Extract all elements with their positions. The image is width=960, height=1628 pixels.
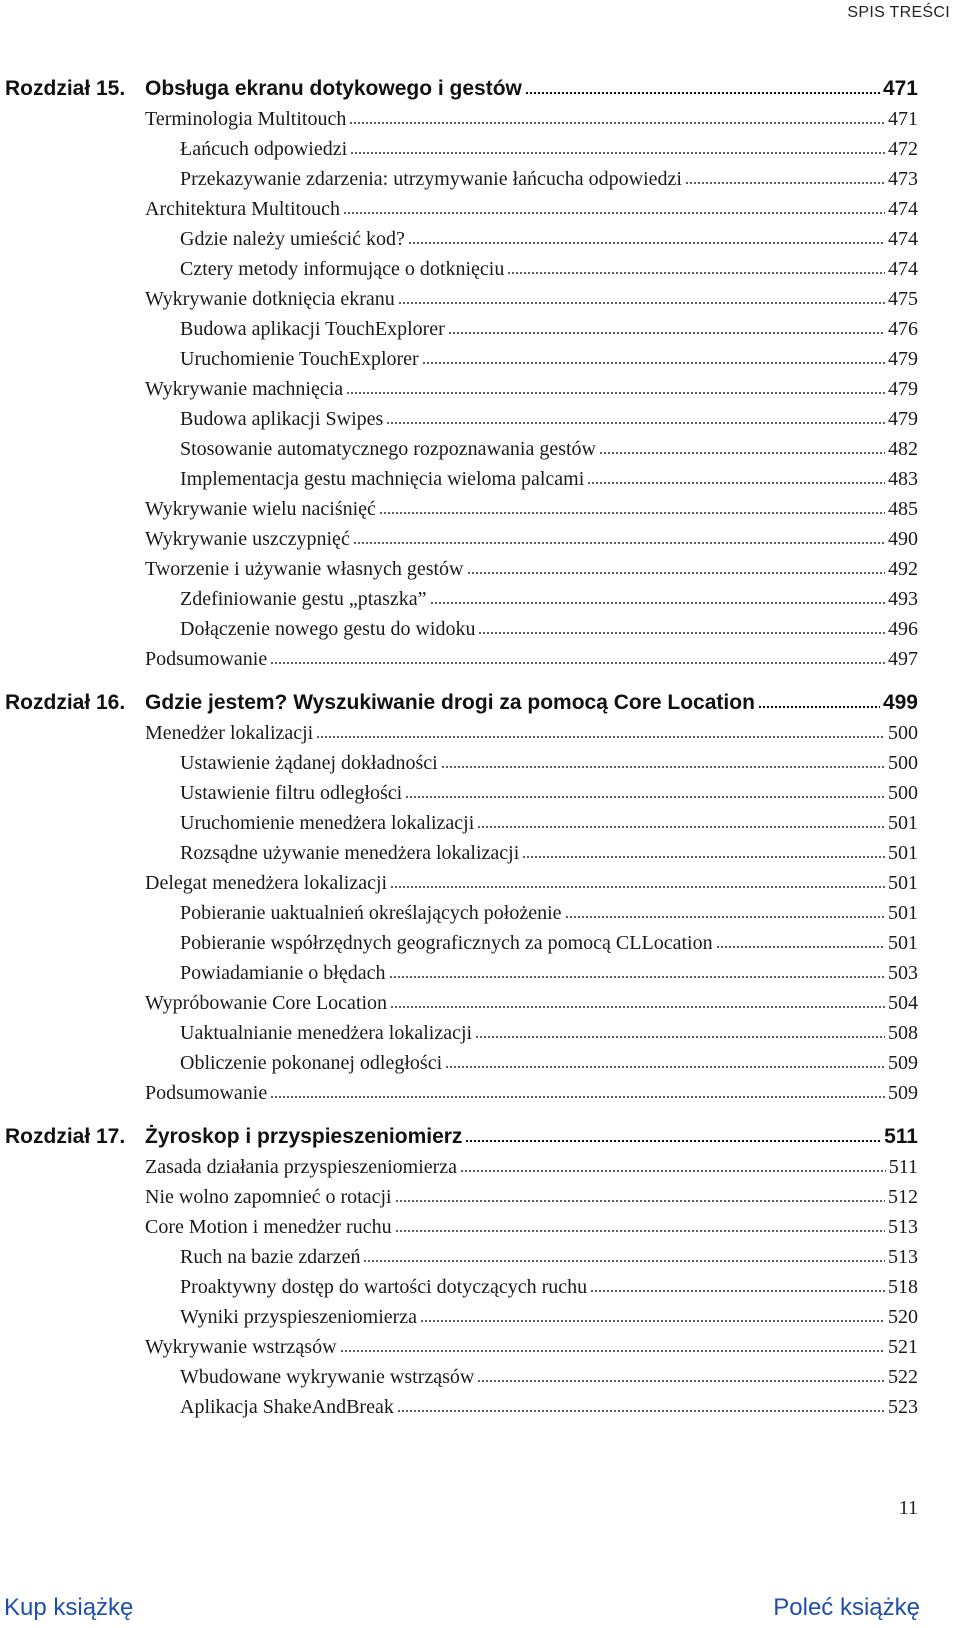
dot-leader xyxy=(379,510,885,516)
dot-leader xyxy=(460,1168,886,1174)
entry-title: Menedżer lokalizacji xyxy=(145,721,316,745)
entry-page: 474 xyxy=(888,228,918,250)
dot-leader xyxy=(390,884,885,890)
chapter-title: Gdzie jestem? Wyszukiwanie drogi za pomocą Core Location xyxy=(145,691,758,715)
dot-leader xyxy=(316,734,885,740)
entry-page: 512 xyxy=(888,1186,918,1208)
entry-title: Powiadamianie o błędach xyxy=(180,961,389,985)
entry-title: Zasada działania przyspieszeniomierza xyxy=(145,1155,460,1179)
chapter-label: Rozdział 15. xyxy=(5,77,126,100)
toc-subsection-entry[interactable] xyxy=(0,898,960,928)
dot-leader xyxy=(685,180,885,186)
dot-leader xyxy=(522,854,885,860)
chapter-page: 471 xyxy=(882,77,918,100)
dot-leader xyxy=(422,360,885,366)
toc-section-entry[interactable] xyxy=(0,374,960,404)
entry-page: 500 xyxy=(888,782,918,804)
dot-leader xyxy=(353,540,885,546)
entry-page: 501 xyxy=(888,842,918,864)
dot-leader xyxy=(590,1288,885,1294)
toc-subsection-entry[interactable] xyxy=(0,404,960,434)
chapter-title: Obsługa ekranu dotykowego i gestów xyxy=(145,77,525,101)
entry-title: Delegat menedżera lokalizacji xyxy=(145,871,390,895)
toc-section-entry[interactable] xyxy=(0,1078,960,1108)
entry-page: 500 xyxy=(888,752,918,774)
dot-leader xyxy=(405,794,885,800)
entry-page: 501 xyxy=(888,902,918,924)
entry-page: 490 xyxy=(888,528,918,550)
entry-title: Wbudowane wykrywanie wstrząsów xyxy=(180,1365,477,1389)
toc-subsection-entry[interactable] xyxy=(0,164,960,194)
entry-title: Uruchomienie TouchExplorer xyxy=(180,347,422,371)
entry-page: 501 xyxy=(888,932,918,954)
toc-subsection-entry[interactable] xyxy=(0,1242,960,1272)
toc-subsection-entry[interactable] xyxy=(0,1392,960,1422)
toc-subsection-entry[interactable] xyxy=(0,344,960,374)
entry-page: 482 xyxy=(888,438,918,460)
toc-subsection-entry[interactable] xyxy=(0,614,960,644)
entry-title: Architektura Multitouch xyxy=(145,197,343,221)
entry-page: 513 xyxy=(888,1216,918,1238)
entry-title: Wyniki przyspieszeniomierza xyxy=(180,1305,420,1329)
chapter-title: Żyroskop i przyspieszeniomierz xyxy=(145,1125,465,1149)
dot-leader xyxy=(386,420,885,426)
chapter-label: Rozdział 17. xyxy=(5,1125,126,1148)
entry-title: Terminologia Multitouch xyxy=(145,107,349,131)
toc-section-entry[interactable] xyxy=(0,1212,960,1242)
dot-leader xyxy=(478,630,885,636)
entry-page: 479 xyxy=(888,378,918,400)
entry-title: Budowa aplikacji TouchExplorer xyxy=(180,317,448,341)
entry-title: Obliczenie pokonanej odległości xyxy=(180,1051,445,1075)
dot-leader xyxy=(340,1348,885,1354)
entry-page: 474 xyxy=(888,198,918,220)
entry-title: Wykrywanie uszczypnięć xyxy=(145,527,353,551)
chapter-heading[interactable] xyxy=(0,72,960,104)
dot-leader xyxy=(270,1094,885,1100)
entry-title: Ruch na bazie zdarzeń xyxy=(180,1245,363,1269)
toc-subsection-entry[interactable] xyxy=(0,314,960,344)
entry-title: Przekazywanie zdarzenia: utrzymywanie łańcucha odpowiedzi xyxy=(180,167,685,191)
entry-title: Zdefiniowanie gestu „ptaszka” xyxy=(180,587,430,611)
chapter-page: 511 xyxy=(884,1125,918,1148)
entry-title: Stosowanie automatycznego rozpoznawania gestów xyxy=(180,437,599,461)
entry-page: 520 xyxy=(888,1306,918,1328)
toc-section-entry[interactable] xyxy=(0,1152,960,1182)
toc-subsection-entry[interactable] xyxy=(0,748,960,778)
entry-page: 511 xyxy=(888,1156,918,1178)
dot-leader xyxy=(507,270,885,276)
entry-title: Implementacja gestu machnięcia wieloma palcami xyxy=(180,467,587,491)
dot-leader xyxy=(395,1228,885,1234)
toc-subsection-entry[interactable] xyxy=(0,958,960,988)
dot-leader xyxy=(716,944,885,950)
toc-subsection-entry[interactable] xyxy=(0,838,960,868)
toc-section-entry[interactable] xyxy=(0,554,960,584)
entry-title: Pobieranie uaktualnień określających położenie xyxy=(180,901,565,925)
chapter-heading[interactable] xyxy=(0,1120,960,1152)
entry-title: Uaktualnianie menedżera lokalizacji xyxy=(180,1021,475,1045)
entry-page: 493 xyxy=(888,588,918,610)
entry-page: 501 xyxy=(888,872,918,894)
entry-page: 513 xyxy=(888,1246,918,1268)
dot-leader xyxy=(270,660,885,666)
dot-leader xyxy=(350,150,885,156)
entry-page: 509 xyxy=(888,1082,918,1104)
entry-page: 522 xyxy=(888,1366,918,1388)
dot-leader xyxy=(408,240,885,246)
entry-page: 475 xyxy=(888,288,918,310)
toc-section-entry[interactable] xyxy=(0,284,960,314)
entry-title: Tworzenie i używanie własnych gestów xyxy=(145,557,467,581)
entry-title: Nie wolno zapomnieć o rotacji xyxy=(145,1185,395,1209)
dot-leader xyxy=(599,450,885,456)
chapter-section xyxy=(0,1120,960,1422)
toc-subsection-entry[interactable] xyxy=(0,584,960,614)
toc-section-entry[interactable] xyxy=(0,194,960,224)
dot-leader xyxy=(343,210,885,216)
chapter-label: Rozdział 16. xyxy=(5,691,126,714)
entry-page: 479 xyxy=(888,408,918,430)
entry-page: 496 xyxy=(888,618,918,640)
entry-page: 501 xyxy=(888,812,918,834)
chapter-section xyxy=(0,686,960,1108)
entry-title: Core Motion i menedżer ruchu xyxy=(145,1215,395,1239)
dot-leader xyxy=(475,1034,885,1040)
entry-page: 518 xyxy=(888,1276,918,1298)
toc-subsection-entry[interactable] xyxy=(0,1048,960,1078)
dot-leader xyxy=(448,330,885,336)
entry-page: 503 xyxy=(888,962,918,984)
entry-page: 474 xyxy=(888,258,918,280)
dot-leader xyxy=(465,1138,881,1144)
entry-page: 472 xyxy=(888,138,918,160)
dot-leader xyxy=(525,90,880,96)
dot-leader xyxy=(587,480,885,486)
entry-title: Ustawienie filtru odległości xyxy=(180,781,405,805)
dot-leader xyxy=(395,1198,885,1204)
entry-title: Wykrywanie dotknięcia ekranu xyxy=(145,287,398,311)
chapter-heading[interactable] xyxy=(0,686,960,718)
toc-subsection-entry[interactable] xyxy=(0,1272,960,1302)
toc-subsection-entry[interactable] xyxy=(0,1362,960,1392)
dot-leader xyxy=(363,1258,885,1264)
entry-title: Pobieranie współrzędnych geograficznych za pomocą CLLocation xyxy=(180,931,716,955)
toc-subsection-entry[interactable] xyxy=(0,134,960,164)
entry-page: 509 xyxy=(888,1052,918,1074)
entry-page: 523 xyxy=(888,1396,918,1418)
entry-page: 473 xyxy=(888,168,918,190)
dot-leader xyxy=(390,1004,885,1010)
toc-section-entry[interactable] xyxy=(0,104,960,134)
toc-section-entry[interactable] xyxy=(0,1182,960,1212)
dot-leader xyxy=(397,1408,885,1414)
entry-title: Łańcuch odpowiedzi xyxy=(180,137,350,161)
toc-subsection-entry[interactable] xyxy=(0,434,960,464)
entry-page: 521 xyxy=(888,1336,918,1358)
table-of-contents xyxy=(0,72,960,1434)
entry-title: Wykrywanie wielu naciśnięć xyxy=(145,497,379,521)
toc-subsection-entry[interactable] xyxy=(0,1018,960,1048)
recommend-book-link[interactable]: Poleć książkę xyxy=(773,1594,920,1621)
chapter-page: 499 xyxy=(882,691,918,714)
toc-section-entry[interactable] xyxy=(0,988,960,1018)
entry-title: Budowa aplikacji Swipes xyxy=(180,407,386,431)
entry-title: Wykrywanie machnięcia xyxy=(145,377,346,401)
entry-title: Uruchomienie menedżera lokalizacji xyxy=(180,811,477,835)
entry-title: Podsumowanie xyxy=(145,1081,270,1105)
dot-leader xyxy=(430,600,885,606)
dot-leader xyxy=(758,704,880,710)
toc-subsection-entry[interactable] xyxy=(0,224,960,254)
toc-section-entry[interactable] xyxy=(0,494,960,524)
entry-title: Dołączenie nowego gestu do widoku xyxy=(180,617,478,641)
toc-subsection-entry[interactable] xyxy=(0,778,960,808)
entry-page: 497 xyxy=(888,648,918,670)
dot-leader xyxy=(441,764,885,770)
entry-page: 476 xyxy=(888,318,918,340)
entry-title: Aplikacja ShakeAndBreak xyxy=(180,1395,397,1419)
entry-title: Podsumowanie xyxy=(145,647,270,671)
entry-title: Rozsądne używanie menedżera lokalizacji xyxy=(180,841,522,865)
toc-section-entry[interactable] xyxy=(0,1332,960,1362)
entry-page: 500 xyxy=(888,722,918,744)
running-head: SPIS TREŚCI xyxy=(847,4,950,21)
chapter-section xyxy=(0,72,960,674)
dot-leader xyxy=(346,390,885,396)
buy-book-link[interactable]: Kup książkę xyxy=(4,1594,134,1621)
dot-leader xyxy=(349,120,885,126)
dot-leader xyxy=(467,570,886,576)
dot-leader xyxy=(420,1318,885,1324)
entry-page: 485 xyxy=(888,498,918,520)
toc-subsection-entry[interactable] xyxy=(0,808,960,838)
toc-subsection-entry[interactable] xyxy=(0,464,960,494)
toc-subsection-entry[interactable] xyxy=(0,1302,960,1332)
dot-leader xyxy=(477,824,885,830)
dot-leader xyxy=(477,1378,885,1384)
dot-leader xyxy=(445,1064,885,1070)
entry-page: 479 xyxy=(888,348,918,370)
toc-section-entry[interactable] xyxy=(0,718,960,748)
entry-title: Wykrywanie wstrząsów xyxy=(145,1335,340,1359)
entry-title: Ustawienie żądanej dokładności xyxy=(180,751,441,775)
entry-title: Wypróbowanie Core Location xyxy=(145,991,390,1015)
entry-title: Proaktywny dostęp do wartości dotyczących ruchu xyxy=(180,1275,590,1299)
entry-page: 508 xyxy=(888,1022,918,1044)
dot-leader xyxy=(565,914,885,920)
entry-title: Cztery metody informujące o dotknięciu xyxy=(180,257,507,281)
toc-subsection-entry[interactable] xyxy=(0,254,960,284)
dot-leader xyxy=(389,974,886,980)
toc-section-entry[interactable] xyxy=(0,524,960,554)
entry-page: 492 xyxy=(888,558,918,580)
toc-subsection-entry[interactable] xyxy=(0,928,960,958)
entry-title: Gdzie należy umieścić kod? xyxy=(180,227,408,251)
entry-page: 471 xyxy=(888,108,918,130)
page-number: 11 xyxy=(898,1497,918,1519)
entry-page: 504 xyxy=(888,992,918,1014)
toc-section-entry[interactable] xyxy=(0,644,960,674)
dot-leader xyxy=(398,300,885,306)
entry-page: 483 xyxy=(888,468,918,490)
toc-section-entry[interactable] xyxy=(0,868,960,898)
